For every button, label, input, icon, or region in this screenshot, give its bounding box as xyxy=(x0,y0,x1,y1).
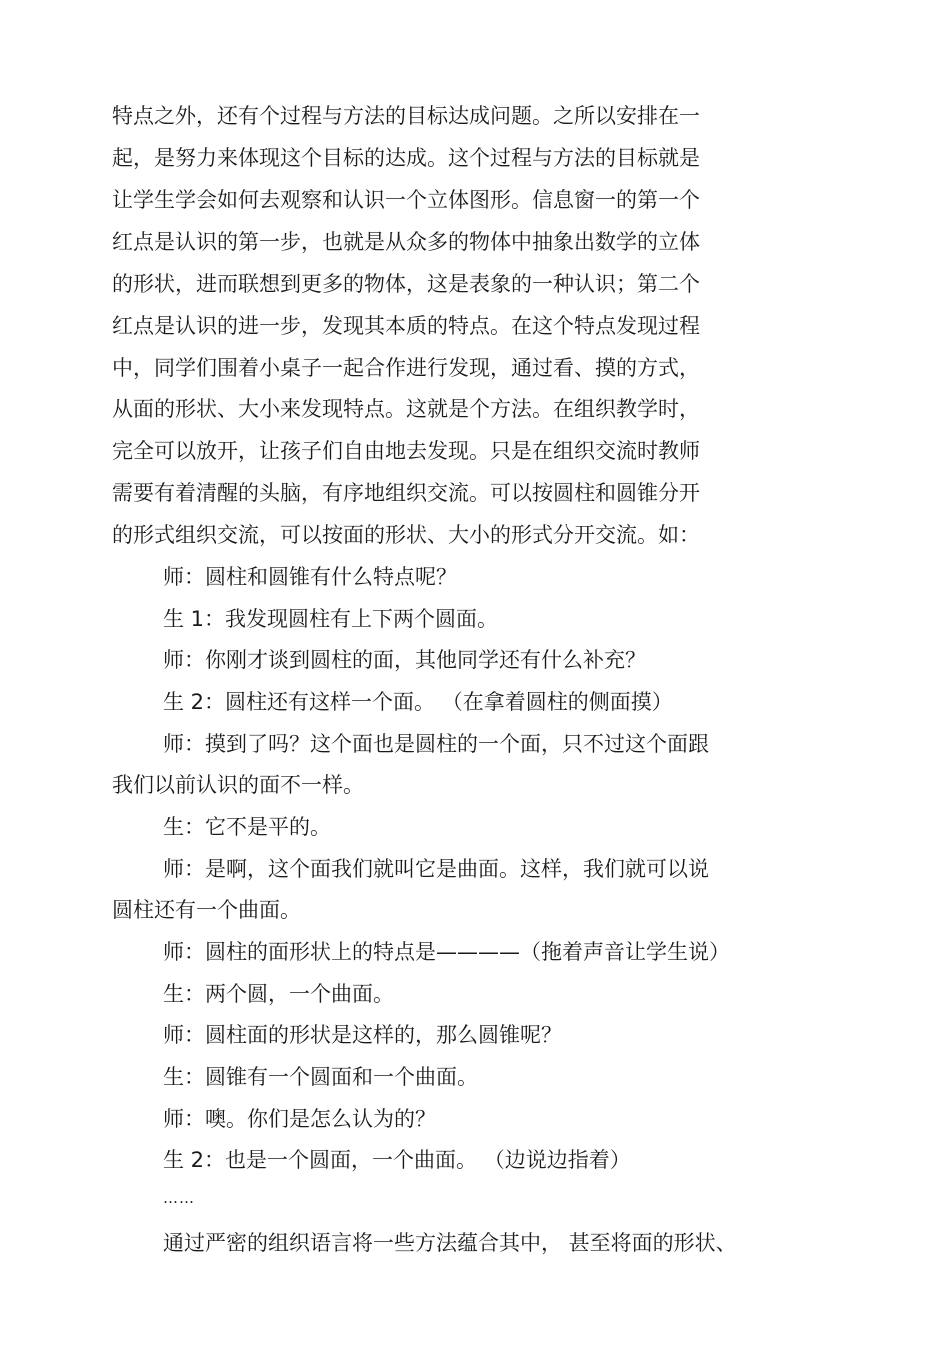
dialogue-teacher-line: 师：噢。你们是怎么认为的？ xyxy=(163,1107,436,1131)
dialogue-student-line: 生 2：也是一个圆面，一个曲面。 （边说边指着） xyxy=(163,1148,631,1172)
paragraph-line: 红点是认识的进一步，发现其本质的特点。在这个特点发现过程 xyxy=(112,314,700,338)
dialogue-student-line: 生 2：圆柱还有这样一个面。 （在拿着圆柱的侧面摸） xyxy=(163,690,673,714)
paragraph-line: 让学生学会如何去观察和认识一个立体图形。信息窗一的第一个 xyxy=(112,188,700,212)
paragraph-line: 中，同学们围着小桌子一起合作进行发现，通过看、摸的方式， xyxy=(112,356,700,380)
dialogue-ellipsis: …… xyxy=(163,1189,195,1207)
closing-paragraph-line: 通过严密的组织语言将一些方法蕴合其中， 甚至将面的形状、 xyxy=(163,1231,737,1255)
dialogue-teacher-line: 师：摸到了吗？这个面也是圆柱的一个面，只不过这个面跟 xyxy=(163,732,709,756)
dialogue-student-line: 生 1：我发现圆柱有上下两个圆面。 xyxy=(163,607,499,631)
dialogue-continuation-line: 圆柱还有一个曲面。 xyxy=(112,898,301,922)
paragraph-line: 完全可以放开，让孩子们自由地去发现。只是在组织交流时教师 xyxy=(112,439,700,463)
dialogue-teacher-line: 师：是啊，这个面我们就叫它是曲面。这样，我们就可以说 xyxy=(163,857,709,881)
dialogue-teacher-line: 师：圆柱和圆锥有什么特点呢？ xyxy=(163,565,457,589)
paragraph-line: 的形状，进而联想到更多的物体，这是表象的一种认识；第二个 xyxy=(112,272,700,296)
dialogue-student-line: 生：两个圆，一个曲面。 xyxy=(163,982,394,1006)
paragraph-line: 特点之外，还有个过程与方法的目标达成问题。之所以安排在一 xyxy=(112,104,700,128)
paragraph-line: 需要有着清醒的头脑，有序地组织交流。可以按圆柱和圆锥分开 xyxy=(112,481,700,505)
dialogue-teacher-line: 师：你刚才谈到圆柱的面，其他同学还有什么补充？ xyxy=(163,648,646,672)
paragraph-line: 从面的形状、大小来发现特点。这就是个方法。在组织教学时， xyxy=(112,397,700,421)
paragraph-line: 起，是努力来体现这个目标的达成。这个过程与方法的目标就是 xyxy=(112,146,700,170)
dialogue-student-line: 生：圆锥有一个圆面和一个曲面。 xyxy=(163,1065,478,1089)
paragraph-line: 红点是认识的第一步，也就是从众多的物体中抽象出数学的立体 xyxy=(112,230,700,254)
dialogue-student-line: 生：它不是平的。 xyxy=(163,815,331,839)
dialogue-teacher-line: 师：圆柱的面形状上的特点是————（拖着声音让学生说） xyxy=(163,940,730,964)
dialogue-continuation-line: 我们以前认识的面不一样。 xyxy=(112,773,364,797)
dialogue-teacher-line: 师：圆柱面的形状是这样的，那么圆锥呢？ xyxy=(163,1023,562,1047)
paragraph-line: 的形式组织交流，可以按面的形状、大小的形式分开交流。如： xyxy=(112,523,700,547)
